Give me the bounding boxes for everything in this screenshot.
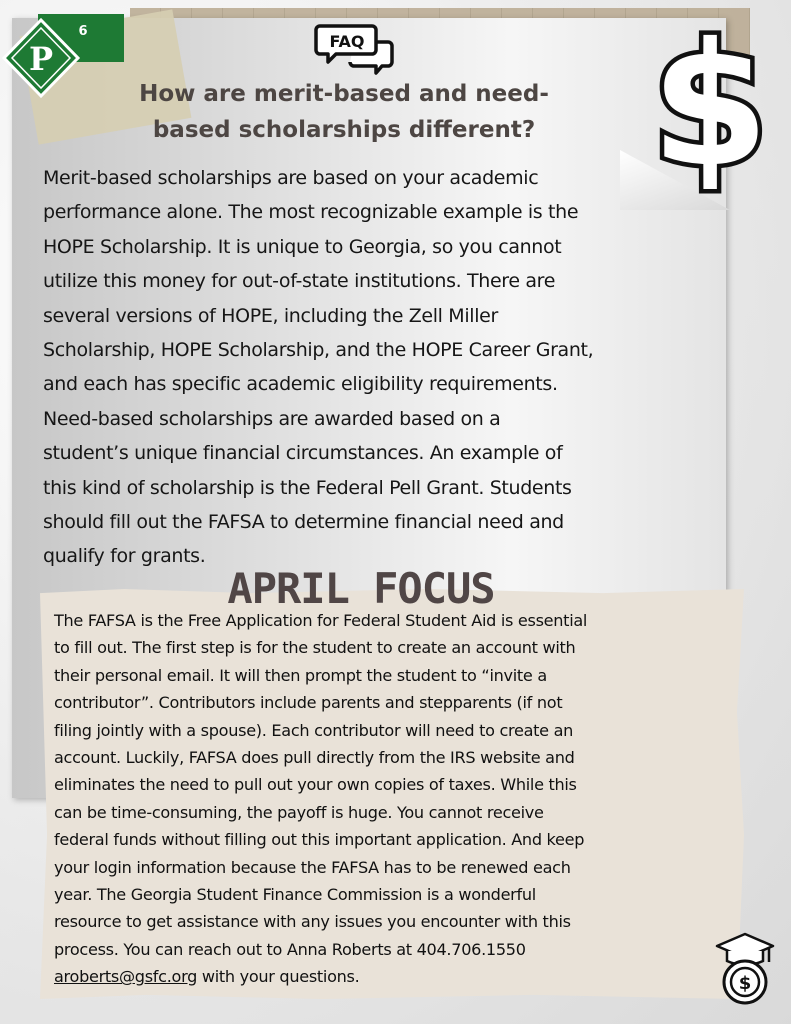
body-line: qualify for grants. bbox=[43, 545, 206, 568]
note-line: eliminates the need to pull out your own copies of taxes. While this bbox=[54, 775, 577, 795]
note-line: your login information because the FAFSA has to be renewed each bbox=[54, 857, 571, 877]
diamond-p-logo-icon bbox=[2, 18, 80, 98]
body-line: Scholarship, HOPE Scholarship, and the HOPE Career Grant, bbox=[43, 339, 594, 362]
faq-chat-bubbles-icon bbox=[314, 22, 396, 76]
title-line-1: How are merit-based and need- bbox=[139, 81, 549, 107]
note-line: their personal email. It will then prompt the student to “invite a bbox=[54, 665, 547, 685]
body-line: student’s unique financial circumstances. An example of bbox=[43, 442, 563, 465]
coin-dollar-glyph: $ bbox=[738, 973, 752, 994]
page-number: 6 bbox=[78, 24, 88, 39]
april-focus-title: APRIL FOCUS bbox=[227, 564, 495, 613]
note-line: account. Luckily, FAFSA does pull directly from the IRS website and bbox=[54, 748, 575, 768]
graduation-cap-coin-icon bbox=[713, 930, 777, 1006]
note-line: contributor”. Contributors include parents and stepparents (if not bbox=[54, 693, 563, 713]
note-line: The FAFSA is the Free Application for Federal Student Aid is essential bbox=[54, 611, 588, 630]
page-title bbox=[84, 76, 604, 148]
dollar-glyph: $ bbox=[650, 7, 770, 205]
note-line: resource to get assistance with any issues you encounter with this bbox=[54, 912, 571, 932]
body-line: performance alone. The most recognizable example is the bbox=[43, 201, 579, 224]
body-line: should fill out the FAFSA to determine financial need and bbox=[43, 511, 564, 534]
april-focus-text bbox=[54, 607, 730, 991]
email-link[interactable]: aroberts@gsfc.org bbox=[54, 967, 198, 987]
logo-letter: P bbox=[28, 40, 54, 78]
note-line: federal funds without filling out this important application. And keep bbox=[54, 830, 585, 850]
note-line: process. You can reach out to Anna Roberts at 404.706.1550 bbox=[54, 939, 526, 959]
note-line: can be time-consuming, the payoff is huge. You cannot receive bbox=[54, 802, 544, 822]
note-line: year. The Georgia Student Finance Commission is a wonderful bbox=[54, 885, 536, 905]
faq-answer-text bbox=[43, 161, 718, 574]
note-line: to fill out. The first step is for the student to create an account with bbox=[54, 638, 576, 658]
note-line: filing jointly with a spouse). Each contributor will need to create an bbox=[54, 720, 574, 740]
body-line: Need-based scholarships are awarded based on a bbox=[43, 407, 501, 430]
note-line-suffix: with your questions. bbox=[197, 967, 360, 987]
body-line: HOPE Scholarship. It is unique to Georgia, so you cannot bbox=[43, 235, 562, 258]
title-line-2: based scholarships different? bbox=[152, 117, 536, 143]
body-line: utilize this money for out-of-state institutions. There are bbox=[43, 270, 556, 293]
faq-label: FAQ bbox=[329, 32, 365, 51]
body-line: and each has specific academic eligibility requirements. bbox=[43, 373, 558, 396]
body-line: Merit-based scholarships are based on your academic bbox=[43, 167, 539, 189]
body-line: this kind of scholarship is the Federal Pell Grant. Students bbox=[43, 476, 572, 499]
body-line: several versions of HOPE, including the Zell Miller bbox=[43, 304, 498, 327]
